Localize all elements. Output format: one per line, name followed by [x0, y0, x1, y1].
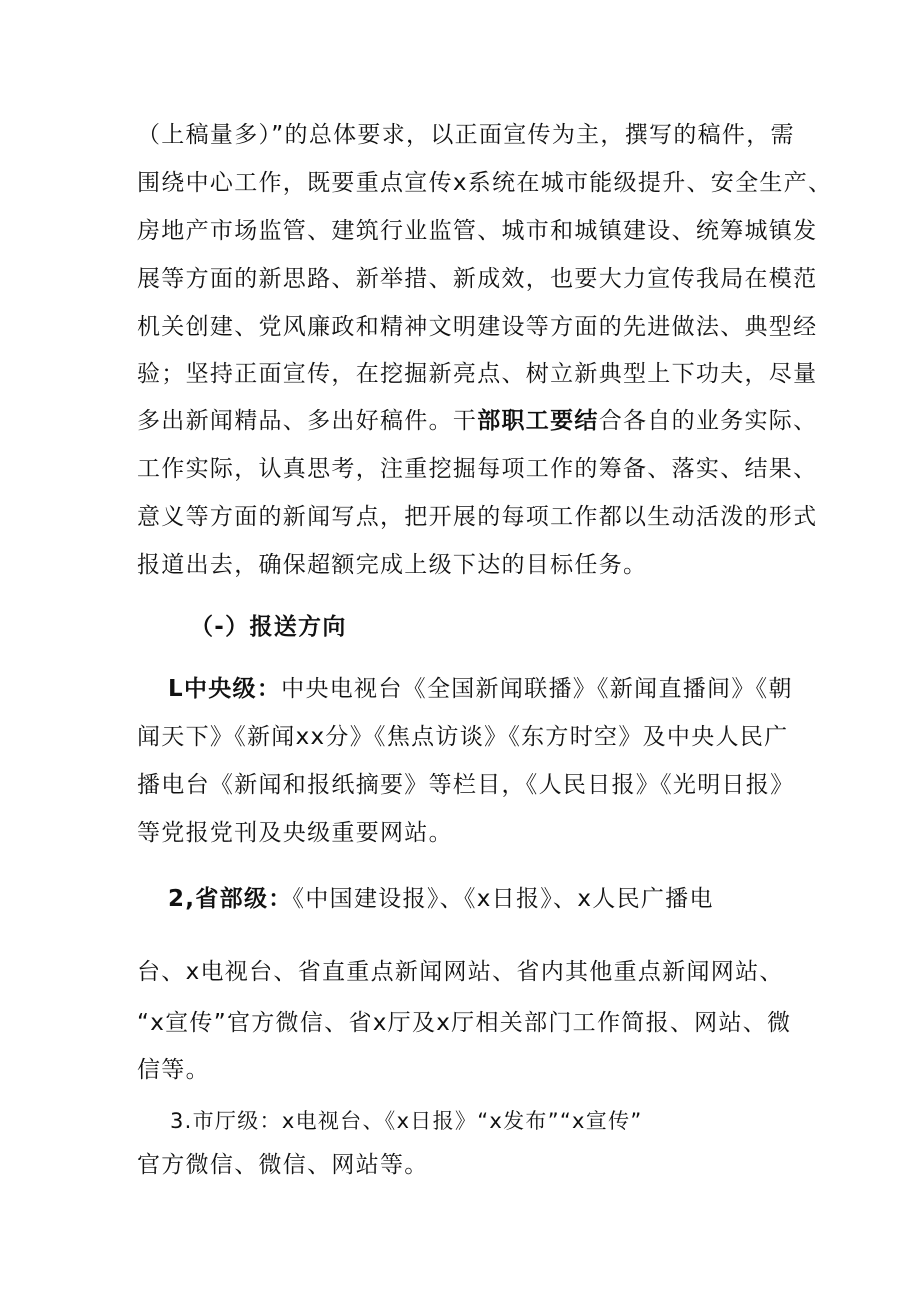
list-item-label: L中央级： — [168, 676, 282, 702]
paragraph-text-bold: 部职工要结 — [477, 408, 599, 434]
paragraph-line: 意义等方面的新闻写点，把开展的每项工作都以生动活泼的形式 — [137, 504, 818, 530]
paragraph-text: 多出新闻精品、多出好稿件。干 — [137, 408, 478, 434]
list-item-line: 台、x电视台、省直重点新闻网站、省内其他重点新闻网站、 — [137, 959, 784, 985]
list-item-text: 中央电视台《全国新闻联播》《新闻直播间》《朝 — [281, 676, 793, 702]
paragraph-line: 工作实际，认真思考，注重挖掘每项工作的筹备、落实、结果、 — [137, 456, 818, 482]
list-item-line: 信等。 — [137, 1057, 210, 1083]
paragraph-line — [137, 406, 817, 436]
list-item-line: 等党报党刊及央级重要网站。 — [137, 820, 453, 846]
list-item-line: 闻天下》《新闻xx分》《焦点访谈》《东方时空》及中央人民广 — [137, 724, 789, 750]
list-item-line — [168, 884, 714, 914]
paragraph-line: 报道出去，确保超额完成上级下达的目标任务。 — [137, 552, 648, 578]
paragraph-text: 合各自的业务实际、 — [598, 408, 818, 434]
list-item-line — [168, 674, 793, 704]
list-item-line: “x宣传”官方微信、省x厅及x厅相关部门工作简报、网站、微 — [137, 1010, 792, 1036]
paragraph-line: 机关创建、党风廉政和精神文明建设等方面的先进做法、典型经 — [137, 314, 818, 340]
paragraph-line: 展等方面的新思路、新举措、新成效，也要大力宣传我局在模范 — [137, 266, 818, 292]
list-item-label: 2,省部级： — [168, 886, 293, 912]
paragraph-line: 围绕中心工作，既要重点宣传x系统在城市能级提升、安全生产、 — [137, 170, 833, 196]
paragraph-line: （上稿量多）”的总体要求，以正面宣传为主，撰写的稿件，需 — [137, 122, 795, 148]
list-item-line: 官方微信、微信、网站等。 — [137, 1152, 429, 1178]
list-item-text: 《中国建设报》、《x日报》、x人民广播电 — [292, 886, 714, 912]
list-item-line: 3.市厅级：x电视台、《x日报》“x发布”“x宣传” — [170, 1109, 643, 1133]
paragraph-line: 验；坚持正面宣传，在挖掘新亮点、树立新典型上下功夫，尽量 — [137, 361, 818, 387]
list-item-line: 播电台《新闻和报纸摘要》等栏目，《人民日报》《光明日报》 — [137, 772, 795, 798]
section-heading: （-）报送方向 — [190, 614, 347, 640]
paragraph-line: 房地产市场监管、建筑行业监管、城市和城镇建设、统筹城镇发 — [137, 218, 818, 244]
